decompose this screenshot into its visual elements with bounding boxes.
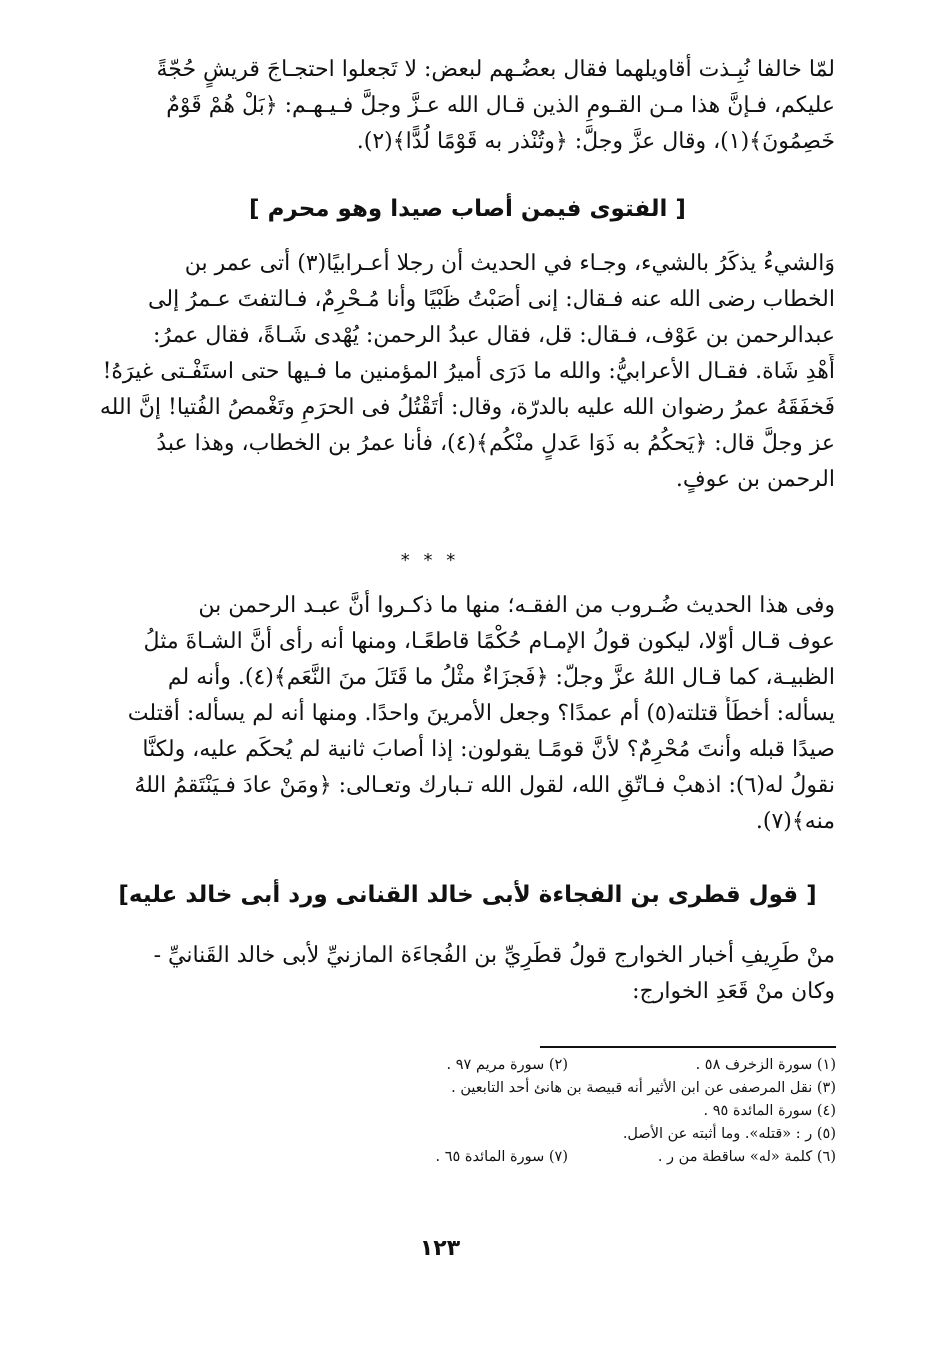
footnote-row [300, 1146, 836, 1169]
text-line: عبدالرحمن بن عَوْف، فـقال: قل، فقال عبدُ الرحمن: يُهْدى شَـاةً، فقال عمرُ: [152, 323, 835, 348]
section-heading-fatwa: [ الفتوى فيمن أصاب صيدا وهو محرم ] [249, 196, 686, 222]
footnote-2: (٢) سورة مريم ٩٧ . [446, 1057, 568, 1073]
text-line: أَهْدِ شَاة. فقـال الأعرابيُّ: والله ما دَرَى أميرُ المؤمنين ما فـيها حتى استَفْـتى غيرَهُ! [102, 359, 835, 384]
text-line: وَالشيءُ يذكَرُ بالشيء، وجـاء في الحديث أن رجلا أعـرابيًا(٣) أتى عمر بن [184, 251, 835, 276]
section-heading-qatari: [ قول قطرى بن الفجاءة لأبى خالد القنانى ورد أبى خالد عليه] [118, 882, 817, 908]
footnote-1: (١) سورة الزخرف ٥٨ . [695, 1057, 836, 1073]
footnote-4: (٤) سورة المائدة ٩٥ . [703, 1103, 836, 1119]
text-line: فَخفَقَهُ عمرُ رضوان الله عليه بالدرّة، وقال: أتَقْتُلُ فى الحرَمِ وتَغْمصُ الفُتيا! إنَّ الله [100, 395, 835, 420]
footnote-row [300, 1077, 836, 1100]
section-separator: * * * [400, 550, 460, 571]
text-line: يسأله: أخطَأً قتلته(٥) أم عمدًا؟ وجعل الأمرينَ واحدًا. ومنها أنه لم يسأله: أقتلت [127, 701, 835, 726]
footnote-5: (٥) ر : «قتله». وما أثبته عن الأصل. [622, 1126, 836, 1142]
text-line: خَصِمُونَ﴾(١)، وقال عزَّ وجلَّ: ﴿وتُنْذر به قَوْمًا لُدًّا﴾(٢). [356, 129, 835, 154]
text-line: منه﴾(٧). [755, 809, 835, 834]
paragraph-1 [100, 52, 835, 160]
text-line: عليكم، فـإنَّ هذا مـن القـومِ الذين قـال الله عـزَّ وجلَّ فـيـهـم: ﴿بَلْ هُمْ قَوْمٌ [166, 93, 835, 118]
text-line: الرحمن بن عوفٍ. [675, 467, 835, 492]
footnote-3: (٣) نقل المرصفى عن ابن الأثير أنه قبيصة بن هانئ أحد التابعين . [451, 1080, 836, 1096]
text-line: وكان منْ قَعَدِ الخوارج: [632, 979, 835, 1004]
footnote-row [300, 1123, 836, 1146]
text-line: عوف قـال أوّلا، ليكون قولُ الإمـام حُكْمًا قاطعًـا، ومنها أنه رأى أنَّ الشـاةَ مثلُ [143, 629, 835, 654]
text-line: صيدًا قبله وأنتَ مُحْرِمٌ؟ لأنَّ قومًـا يقولون: إذا أصابَ ثانية لم يُحكَم عليه، ولكنَّا [142, 737, 835, 762]
footnote-row [300, 1100, 836, 1123]
footnote-6: (٦) كلمة «له» ساقطة من ر . [657, 1149, 836, 1165]
page-number: ١٢٣ [419, 1236, 461, 1261]
footnotes [300, 1054, 836, 1169]
footnote-7: (٧) سورة المائدة ٦٥ . [435, 1149, 568, 1165]
footnote-row [300, 1054, 836, 1077]
text-line: نقولُ له(٦): اذهبْ فـاتّقِ الله، لقول الله تـبارك وتعـالى: ﴿ومَنْ عادَ فـيَنْتَقمُ اللهُ [134, 773, 835, 798]
text-line: لمّا خالفا نُبِـذت أقاويلهما فقال بعضُـهم لبعض: لا تَجعلوا احتجـاجَ قريشٍ حُجّةً [156, 57, 835, 82]
text-line: منْ طَرِيفِ أخبار الخوارج قولُ قطَرِيِّ بن الفُجاءَة المازنيِّ لأبى خالد القَنانيِّ - [153, 943, 835, 968]
footnote-divider [540, 1046, 836, 1048]
paragraph-3 [100, 588, 835, 840]
paragraph-2 [100, 246, 835, 498]
text-line: الخطاب رضى الله عنه فـقال: إنى أصَبْتُ ظَبْيًا وأنا مُـحْرِمٌ، فـالتفتَ عـمرُ إلى [148, 287, 835, 312]
text-line: الظبيـة، كما قـال اللهُ عزَّ وجلّ: ﴿فَجزَاءٌ مثْلُ ما قَتَلَ منَ النَّعَم﴾(٤). وأنه لم [167, 665, 835, 690]
text-line: وفى هذا الحديث ضُـروب من الفقـه؛ منها ما ذكـروا أنَّ عبـد الرحمن بن [198, 593, 835, 618]
paragraph-4 [100, 938, 835, 1010]
text-line: عز وجلَّ قال: ﴿يَحكُمُ به ذَوَا عَدلٍ منْكُم﴾(٤)، فأنا عمرُ بن الخطاب، وهذا عبدُ [156, 431, 835, 456]
